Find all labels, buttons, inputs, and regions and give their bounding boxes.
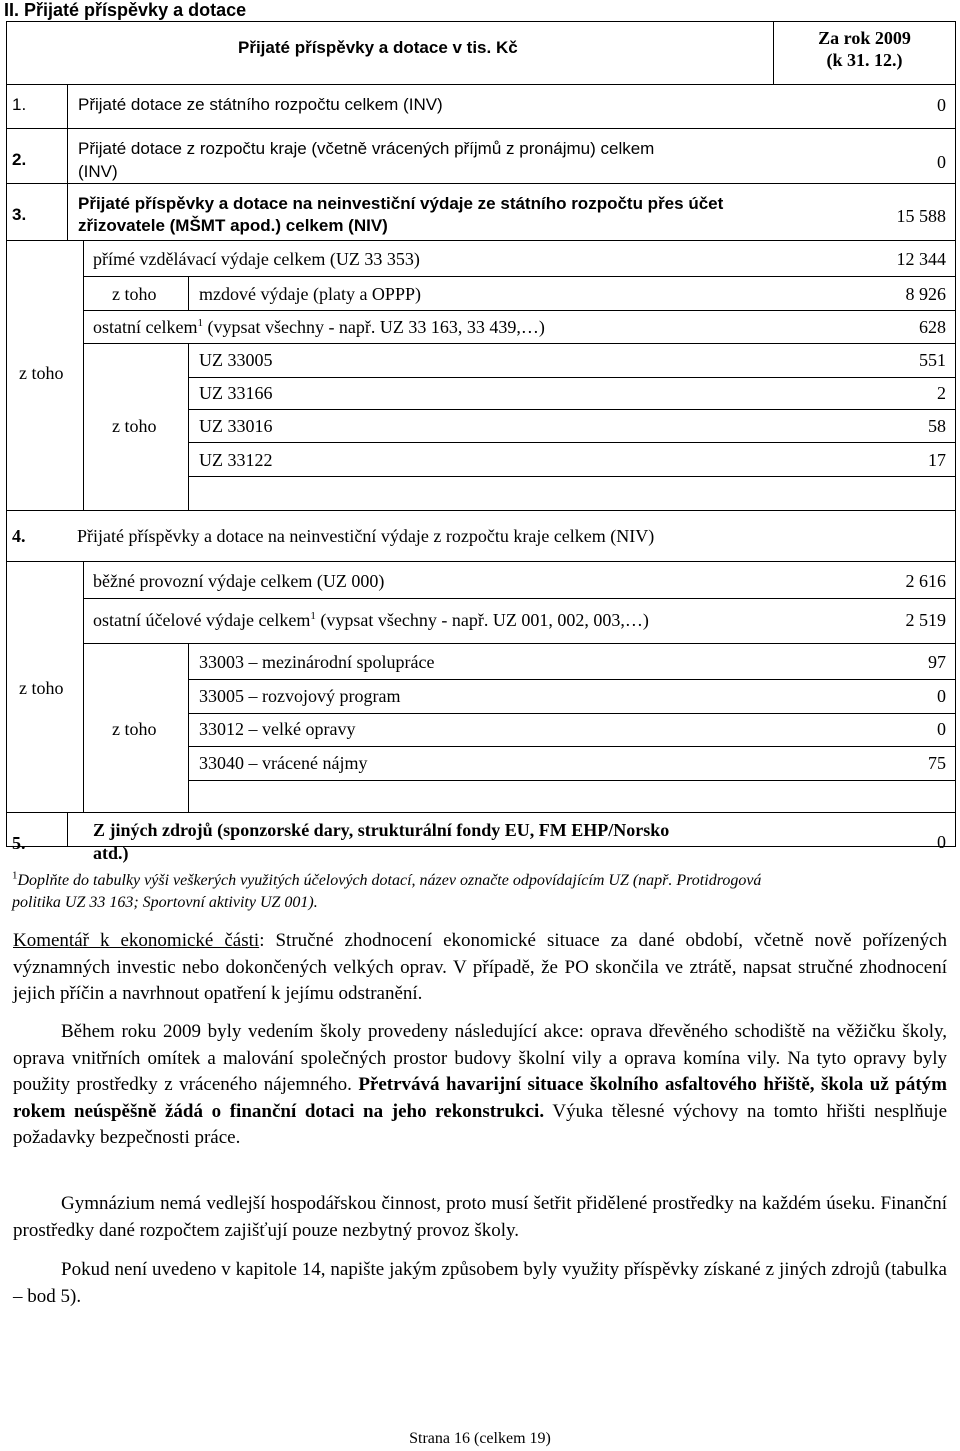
- section-heading: II. Přijaté příspěvky a dotace: [4, 0, 247, 20]
- row-2-label-line1: Přijaté dotace z rozpočtu kraje (včetně vrácených příjmů z pronájmu) celkem: [78, 139, 655, 158]
- ostatni-ucelove-value: 2 519: [905, 610, 946, 630]
- items-ztoho: z toho: [112, 719, 157, 739]
- table-header-year: Za rok 2009: [818, 28, 911, 48]
- comment-label: Komentář k ekonomické části: [13, 930, 260, 951]
- ostatni-value: 628: [919, 317, 946, 337]
- section-4-ztoho: z toho: [19, 678, 64, 698]
- row-3-label-line2: zřizovatele (MŠMT apod.) celkem (NIV): [78, 216, 388, 235]
- paragraph-repairs-bold: Přetrvává havarijní situace školního asfaltového hřiště, škola už pátým rokem neúspěšně žádá o finanční dotaci na jeho rekonstrukci.: [13, 1074, 947, 1122]
- row-2-value: 0: [937, 152, 946, 172]
- row-5-label-line1: Z jiných zdrojů (sponzorské dary, strukturální fondy EU, FM EHP/Norsko: [93, 820, 670, 840]
- item-row-value: 75: [928, 753, 946, 773]
- row-4-label: Přijaté příspěvky a dotace na neinvestiční výdaje z rozpočtu kraje celkem (NIV): [77, 526, 655, 546]
- bezne-label: běžné provozní výdaje celkem (UZ 000): [93, 571, 385, 591]
- item-row-label: 33040 – vrácené nájmy: [199, 753, 368, 773]
- row-1-value: 0: [937, 95, 946, 115]
- row-3-number: 3.: [12, 205, 27, 224]
- paragraph-repairs: Během roku 2009 byly vedením školy provedeny následující akce: oprava dřevěného schodiště na věžičku školy, oprava vnitřních omítek a malování společných prostor budovy školní vily a oprava komína vily. Na tyto opravy byly použity prostředky z vráceného nájemného. Přetrvává havarijní situace školního asfaltového hřiště, škola už pátým rokem neúspěšně žádá o finanční dotaci na jeho rekonstrukci. Výuka tělesné výchovy na tomto hřišti nesplňuje požadavky bezpečnosti práce.: [13, 1021, 948, 1148]
- comment-paragraph: Komentář k ekonomické části: Stručné zhodnocení ekonomické situace za dané období, včetně nově pořízených významných investic nebo dokončených velkých oprav. V případě, že PO skončila ve ztrátě, napsat stručné zhodnocení jejich příčin a navrhnout opatření k jejímu odstranění.: [13, 930, 947, 1004]
- row-2-label-line2: (INV): [78, 162, 118, 181]
- item-row-value: 0: [937, 686, 946, 706]
- row-3-value: 15 588: [896, 206, 946, 226]
- item-row-label: 33005 – rozvojový program: [199, 686, 401, 706]
- ostatni-ucelove-label: ostatní účelové výdaje celkem$^1$ (vypsat všechny - např. UZ 001, 002, 003,…): [93, 610, 649, 630]
- footnote-mark: 1: [310, 610, 316, 622]
- table-header-label: Přijaté příspěvky a dotace v tis. Kč: [238, 38, 518, 57]
- prime-vydaje-value: 12 344: [896, 249, 946, 269]
- uz-row-value: 2: [937, 383, 946, 403]
- ostatni-label: ostatní celkem$^1$ (vypsat všechny - např. UZ 33 163, 33 439,…): [93, 317, 545, 337]
- item-row-value: 0: [937, 719, 946, 739]
- item-row-value: 97: [928, 652, 946, 672]
- prime-vydaje-label: přímé vzdělávací výdaje celkem (UZ 33 353): [93, 249, 420, 269]
- paragraph-finance: Gymnázium nemá vedlejší hospodářskou činnost, proto musí šetřit přidělené prostředky na každém úseku. Finanční prostředky dané rozpočtem zajišťují pouze nezbytný provoz školy.: [13, 1193, 947, 1241]
- row-3-label-line1: Přijaté příspěvky a dotace na neinvestiční výdaje ze státního rozpočtu přes účet: [78, 194, 724, 213]
- uz-row-value: 551: [919, 350, 946, 370]
- row-4-number: 4.: [12, 526, 26, 546]
- row-5-value: 0: [937, 832, 946, 852]
- mzdove-ztoho: z toho: [112, 284, 157, 304]
- row-5-number: 5.: [12, 833, 26, 853]
- row-1-label: Přijaté dotace ze státního rozpočtu celkem (INV): [78, 95, 443, 114]
- uz-row-label: UZ 33005: [199, 350, 273, 370]
- uz-row-label: UZ 33166: [199, 383, 273, 403]
- footnote-line2: politika UZ 33 163; Sportovní aktivity UZ 001).: [12, 894, 318, 911]
- item-row-label: 33012 – velké opravy: [199, 719, 356, 739]
- uz-ztoho: z toho: [112, 416, 157, 436]
- row-1-number: 1.: [12, 95, 27, 114]
- footnote-mark: 1: [197, 317, 203, 329]
- bezne-value: 2 616: [905, 571, 946, 591]
- uz-row-label: UZ 33122: [199, 450, 273, 470]
- uz-row-value: 17: [928, 450, 946, 470]
- uz-row-label: UZ 33016: [199, 416, 273, 436]
- section-3-ztoho: z toho: [19, 363, 64, 383]
- mzdove-label: mzdové výdaje (platy a OPPP): [199, 284, 421, 304]
- footnote-mark: 1: [12, 869, 18, 882]
- table-header-period: (k 31. 12.): [826, 50, 903, 70]
- paragraph-other-sources: Pokud není uvedeno v kapitole 14, napište jakým způsobem byly využity příspěvky získané z jiných zdrojů (tabulka – bod 5).: [13, 1259, 947, 1307]
- uz-row-value: 58: [928, 416, 946, 436]
- item-row-label: 33003 – mezinárodní spolupráce: [199, 652, 435, 672]
- page-number: Strana 16 (celkem 19): [409, 1430, 551, 1447]
- mzdove-value: 8 926: [905, 284, 946, 304]
- footnote-line1: $^1$Doplňte do tabulky výši veškerých využitých účelových dotací, název označte odpovídajícím UZ (např. Protidrogová: [12, 869, 762, 889]
- row-2-number: 2.: [12, 150, 27, 169]
- row-5-label-line2: atd.): [93, 843, 129, 863]
